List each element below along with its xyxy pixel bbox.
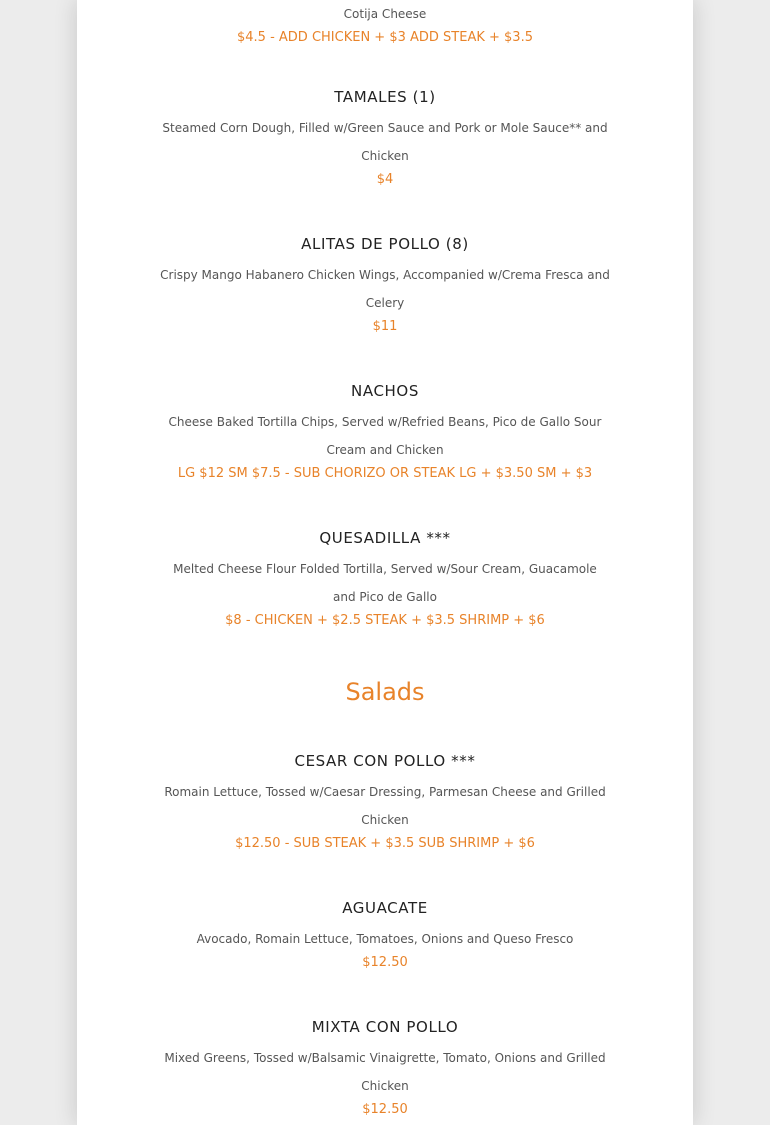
item-name: QUESADILLA *** <box>319 529 451 547</box>
item-price: $12.50 <box>362 1102 408 1117</box>
menu-item <box>77 87 693 190</box>
item-price: $11 <box>372 319 398 334</box>
item-name: MIXTA CON POLLO <box>311 1018 459 1036</box>
menu-item <box>77 1017 693 1120</box>
item-price: $8 - CHICKEN + $2.5 STEAK + $3.5 SHRIMP + $6 <box>225 613 545 628</box>
menu-item <box>77 528 693 631</box>
item-name: CESAR CON POLLO *** <box>294 752 476 770</box>
item-price: LG $12 SM $7.5 - SUB CHORIZO OR STEAK LG + $3.50 SM + $3 <box>177 466 593 481</box>
item-name: AGUACATE <box>342 899 428 917</box>
section-heading-salads: Salads <box>345 678 425 706</box>
item-name: TAMALES (1) <box>334 88 436 106</box>
menu-item <box>77 751 693 854</box>
menu-item <box>77 381 693 484</box>
item-price: $12.50 <box>362 955 408 970</box>
item-description: Crispy Mango Habanero Chicken Wings, Accompanied w/Crema Fresca and Celery <box>160 268 610 310</box>
item-description: Cheese Baked Tortilla Chips, Served w/Refried Beans, Pico de Gallo Sour Cream and Chicken <box>168 415 602 457</box>
item-description: Avocado, Romain Lettuce, Tomatoes, Onions and Queso Fresco <box>196 932 574 946</box>
item-name: NACHOS <box>351 382 419 400</box>
item-price: $4.5 - ADD CHICKEN + $3 ADD STEAK + $3.5 <box>237 30 533 45</box>
item-description: Mixed Greens, Tossed w/Balsamic Vinaigrette, Tomato, Onions and Grilled Chicken <box>164 1051 606 1093</box>
menu-item <box>77 0 693 48</box>
item-price: $4 <box>376 172 394 187</box>
item-description: Romain Lettuce, Tossed w/Caesar Dressing, Parmesan Cheese and Grilled Chicken <box>164 785 606 827</box>
item-description: Melted Cheese Flour Folded Tortilla, Served w/Sour Cream, Guacamole and Pico de Gallo <box>173 562 597 604</box>
item-description: Steamed Corn Dough, Filled w/Green Sauce and Pork or Mole Sauce** and Chicken <box>162 121 608 163</box>
menu-item <box>77 898 693 973</box>
menu-item <box>77 234 693 337</box>
item-name: ALITAS DE POLLO (8) <box>301 235 469 253</box>
item-price: $12.50 - SUB STEAK + $3.5 SUB SHRIMP + $6 <box>235 836 535 851</box>
item-description: Cotija Cheese <box>343 7 427 21</box>
menu-page <box>77 0 693 1125</box>
